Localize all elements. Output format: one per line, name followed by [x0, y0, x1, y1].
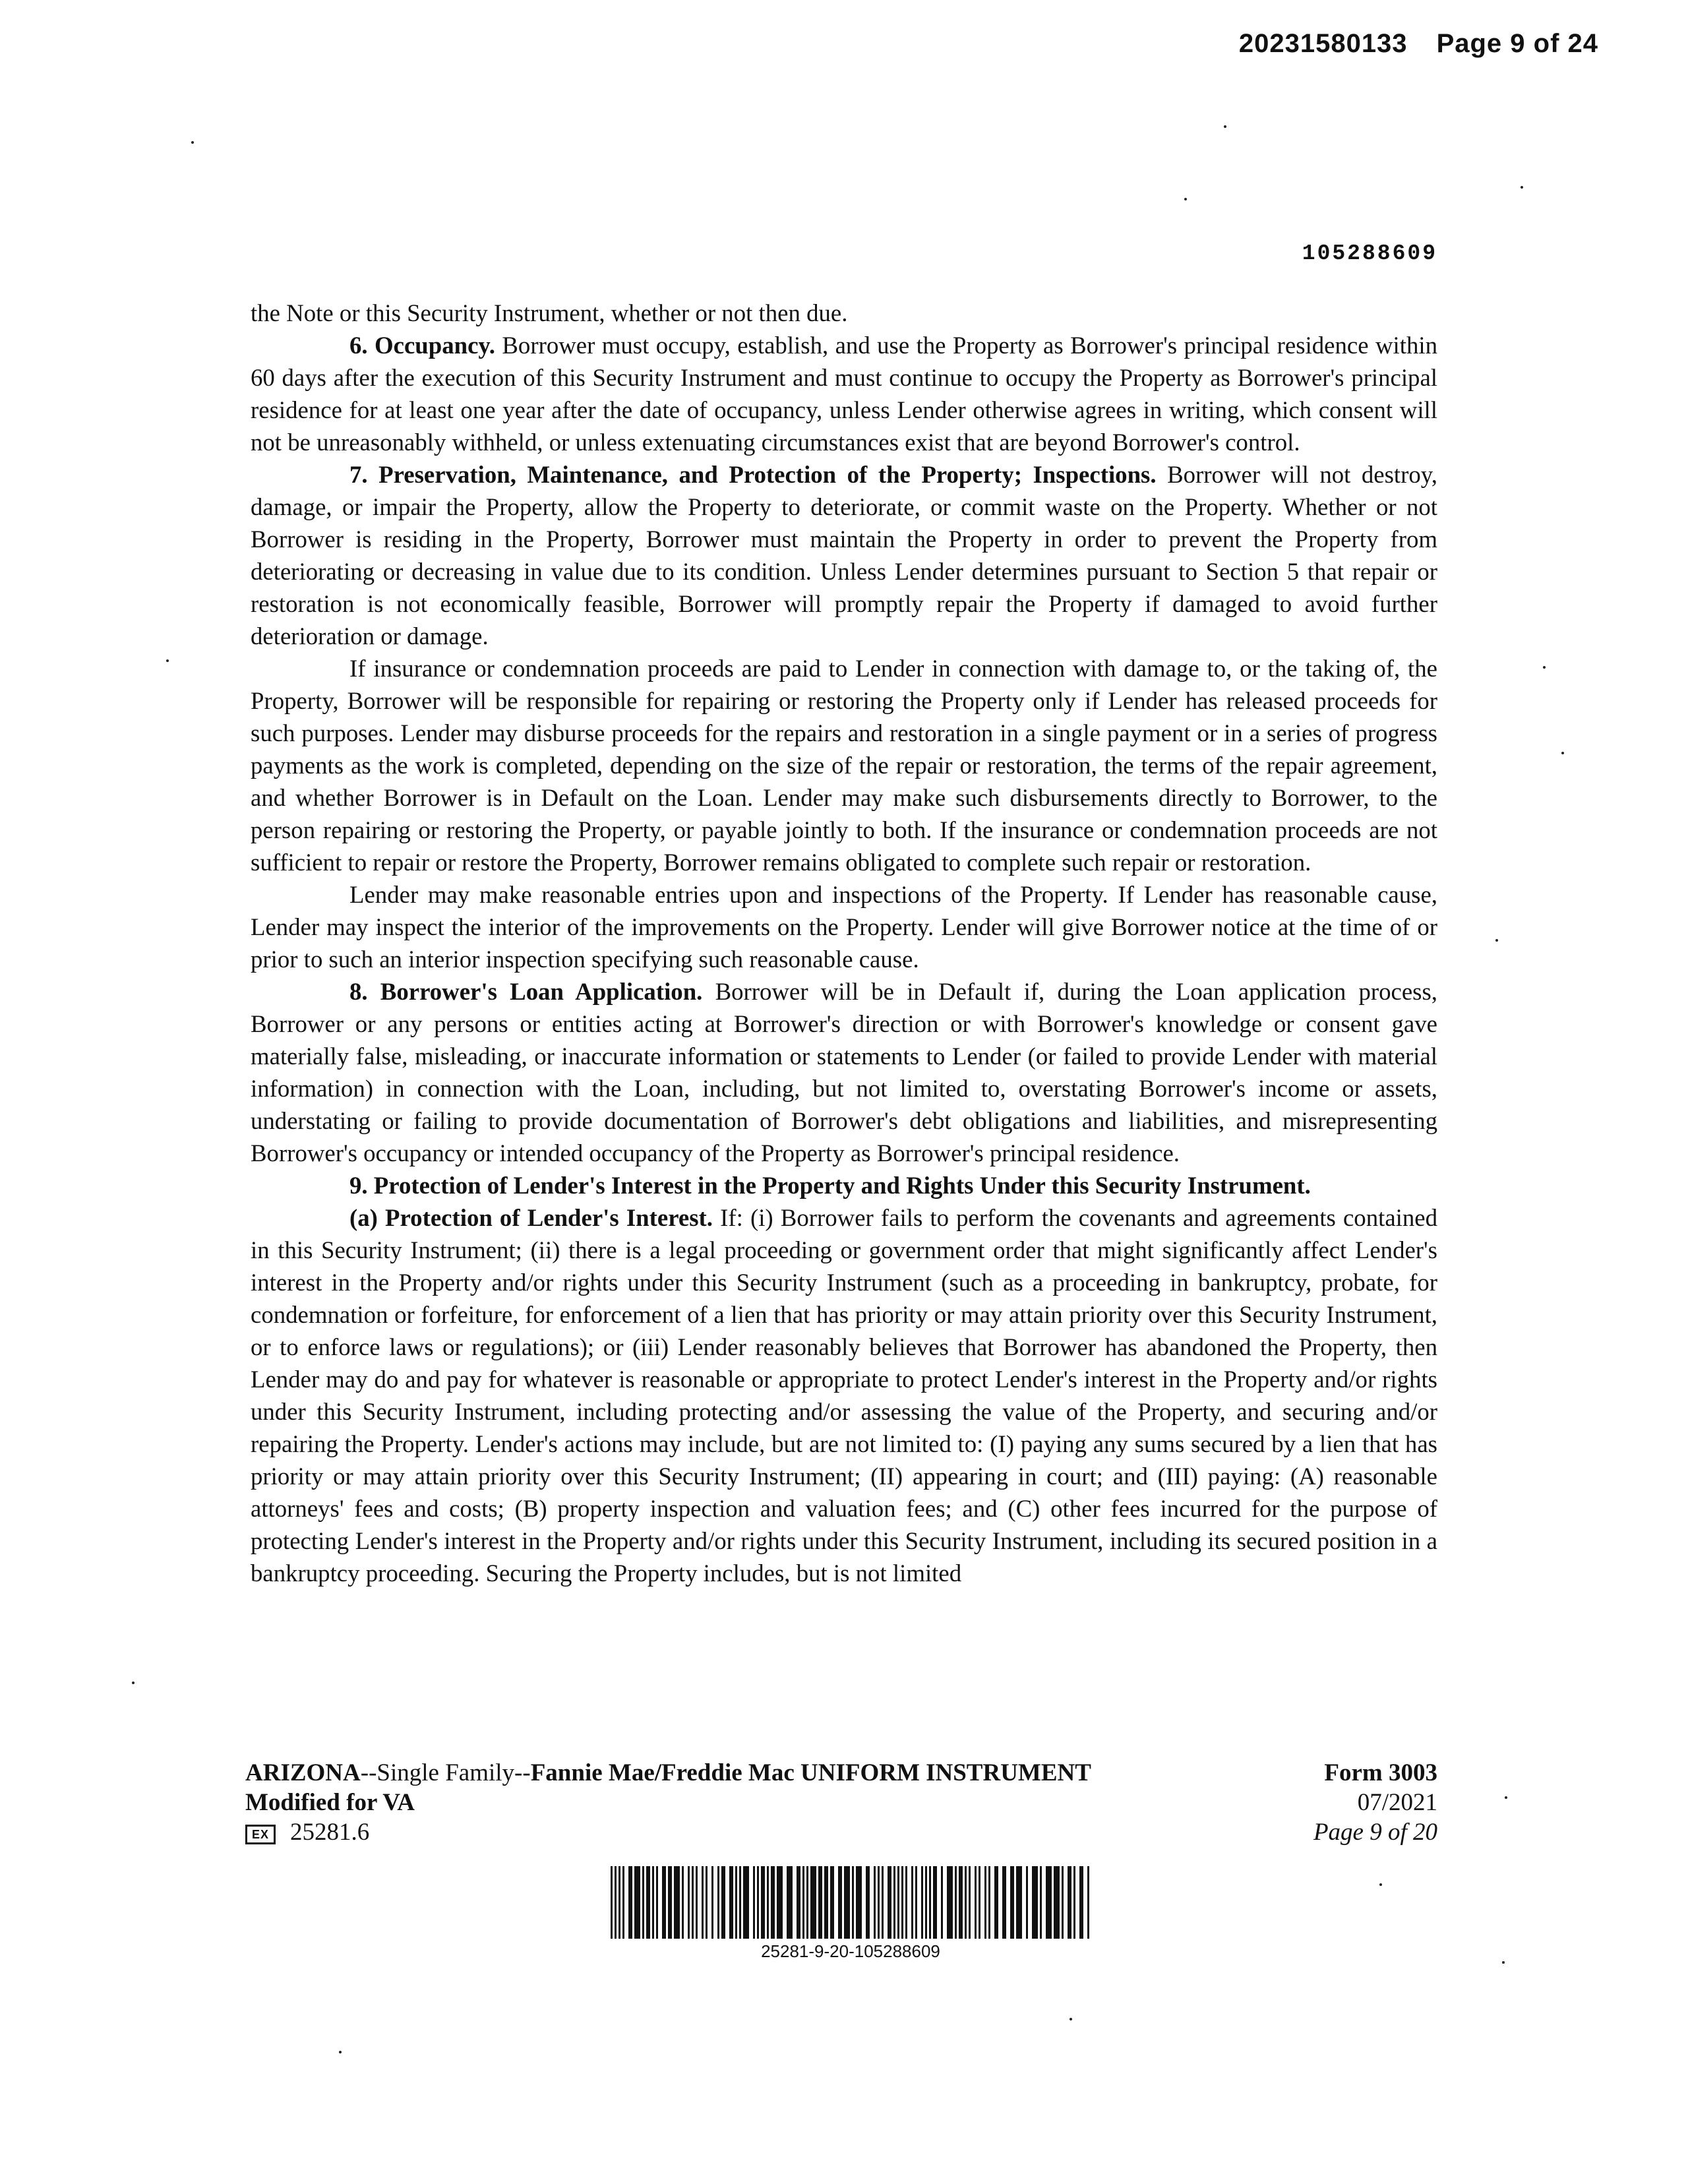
form-uniform-instrument: Fannie Mae/Freddie Mac UNIFORM INSTRUMENT	[530, 1759, 1091, 1786]
barcode-bar	[668, 1866, 672, 1939]
section-7-text: Borrower will not destroy, damage, or impair the Property, allow the Property to deteriorate, or commit waste on the Property. Whether or not Borrower is residing in the Property, Borrower must maintain the Property in order to prevent the Property from deteriorating or decreasing in value due to its condition. Unless Lender determines pursuant to Section 5 that repair or restoration is not economically feasible, Borrower will promptly repair the Property if damaged to avoid further deterioration or damage.	[251, 461, 1437, 650]
barcode-bar	[642, 1866, 644, 1939]
scan-speck	[1561, 752, 1564, 754]
barcode-bar	[1079, 1866, 1083, 1939]
barcode-bar	[888, 1866, 891, 1939]
barcode-bar	[878, 1866, 880, 1939]
scan-speck	[1184, 198, 1187, 200]
section-7-paragraph-3: Lender may make reasonable entries upon and inspections of the Property. If Lender has reasonable cause, Lender may inspect the interior of the improvements on the Property. Lender will give Borrower notice at the time of or prior to such an interior inspection specifying such reasonable cause.	[251, 881, 1437, 973]
barcode-bar	[674, 1866, 680, 1939]
barcode-bar	[1016, 1866, 1022, 1939]
barcode-bar	[856, 1866, 862, 1939]
barcode-bar	[743, 1866, 749, 1939]
section-7-title: 7. Preservation, Maintenance, and Protection of the Property; Inspections.	[349, 461, 1157, 488]
barcode-bar	[955, 1866, 957, 1939]
barcode-bar	[852, 1866, 854, 1939]
form-date: 07/2021	[1357, 1789, 1437, 1816]
scan-speck	[132, 1682, 135, 1684]
barcode-bar	[1062, 1866, 1064, 1939]
barcode-bar	[965, 1866, 967, 1939]
barcode-bar	[994, 1866, 998, 1939]
barcode-bar	[905, 1866, 907, 1939]
barcode-bar	[1054, 1866, 1060, 1939]
barcode-bar	[1040, 1866, 1042, 1939]
barcode-bar	[933, 1866, 937, 1939]
section-7-paragraph-2: If insurance or condemnation proceeds are paid to Lender in connection with damage to, or the taking of, the Property, Borrower will be responsible for repairing or restoring the Property only if Lender has released proceeds for such purposes. Lender may disburse proceeds for the repairs and restoration in a single payment or in a series of progress payments as the work is completed, depending on the size of the repair or restoration, the terms of the repair agreement, and whether Borrower is in Default on the Loan. Lender may make such disbursements directly to Borrower, to the person repairing or restoring the Property, or payable jointly to both. If the insurance or condemnation proceeds are not sufficient to repair or restore the Property, Borrower remains obligated to complete such repair or restoration.	[251, 655, 1437, 876]
recording-stamp	[1239, 29, 1598, 59]
form-state: ARIZONA	[245, 1759, 361, 1786]
section-9-heading	[251, 1169, 1437, 1201]
form-identification	[245, 1758, 1091, 1847]
barcode-bar	[688, 1866, 690, 1939]
barcode-bar	[753, 1866, 755, 1939]
page-label: Page 9 of 24	[1436, 29, 1598, 58]
barcode-bar	[628, 1866, 632, 1939]
barcode-icon	[611, 1866, 1091, 1939]
barcode-bar	[706, 1866, 708, 1939]
loan-number: 105288609	[1302, 241, 1437, 266]
barcode-bar	[802, 1866, 804, 1939]
section-9a-text: If: (i) Borrower fails to perform the covenants and agreements contained in this Security Instrument; (ii) there is a legal proceeding or government order that might significantly affect Lender's interest in the Property and/or rights under this Security Instrument (such as a proceeding in bankruptcy, probate, for condemnation or forfeiture, for enforcement of a lien that has priority or may attain priority over this Security Instrument, or to enforce laws or regulations); or (iii) Lender reasonably believes that Borrower has abandoned the Property, then Lender may do and pay for whatever is reasonable or appropriate to protect Lender's interest in the Property and/or rights under this Security Instrument, including protecting and/or assessing the value of the Property, and securing and/or repairing the Property. Lender's actions may include, but are not limited to: (I) paying any sums secured by a lien that has priority or may attain priority over this Security Instrument; (II) appearing in court; and (III) paying: (A) reasonable attorneys' fees and costs; (B) property inspection and valuation fees; and (C) other fees incurred for the purpose of protecting Lender's interest in the Property and/or rights under this Security Instrument, including its secured position in a bankruptcy proceeding. Securing the Property includes, but is not limited	[251, 1204, 1438, 1587]
scan-speck	[1502, 1961, 1505, 1964]
barcode-bar	[893, 1866, 895, 1939]
barcode-bar	[1073, 1866, 1075, 1939]
barcode-bar	[777, 1866, 783, 1939]
barcode-bar	[1087, 1866, 1089, 1939]
form-code: 25281.6	[290, 1819, 370, 1846]
section-7-preservation	[251, 458, 1437, 652]
barcode-bar	[761, 1866, 765, 1939]
barcode-bar	[739, 1866, 741, 1939]
barcode-bar	[662, 1866, 666, 1939]
form-modified-line: Modified for VA	[245, 1789, 415, 1816]
barcode-bar	[866, 1866, 870, 1939]
barcode-bar	[901, 1866, 903, 1939]
scan-speck	[1379, 1883, 1382, 1886]
ellie-mae-logo-icon: EX	[245, 1825, 276, 1844]
scan-speck	[166, 659, 169, 662]
barcode-bar	[692, 1866, 694, 1939]
section-6-title: 6. Occupancy.	[349, 332, 495, 359]
barcode-bar	[959, 1866, 963, 1939]
barcode-bar	[1046, 1866, 1052, 1939]
barcode-bar	[979, 1866, 980, 1939]
barcode-bar	[767, 1866, 769, 1939]
barcode-bar	[969, 1866, 971, 1939]
barcode-bar	[721, 1866, 725, 1939]
barcode-bar	[652, 1866, 654, 1939]
section-8-title: 8. Borrower's Loan Application.	[349, 978, 703, 1005]
section-6-text: Borrower must occupy, establish, and use the Property as Borrower's principal residence within 60 days after the execution of this Security Instrument and must continue to occupy the Property as Borrower's principal residence for at least one year after the date of occupancy, unless Lender otherwise agrees in writing, which consent will not be unreasonably withheld, or unless extenuating circumstances exist that are beyond Borrower's control.	[251, 332, 1437, 456]
barcode-bar	[615, 1866, 617, 1939]
barcode-bar	[824, 1866, 828, 1939]
section-8-loan-application	[251, 975, 1437, 1169]
scan-speck	[191, 141, 194, 144]
scan-speck	[1070, 2018, 1072, 2020]
barcode-bar	[771, 1866, 775, 1939]
document-body	[251, 297, 1437, 1589]
form-page: Page 9 of 20	[1313, 1819, 1437, 1846]
barcode-bar	[897, 1866, 899, 1939]
barcode-bar	[622, 1866, 624, 1939]
barcode-bar	[975, 1866, 977, 1939]
scan-speck	[1505, 1796, 1507, 1799]
document-number: 20231580133	[1238, 29, 1408, 58]
barcode-bar	[921, 1866, 923, 1939]
barcode-bar	[646, 1866, 650, 1939]
barcode-bar	[696, 1866, 698, 1939]
barcode-bar	[988, 1866, 990, 1939]
barcode-bar	[1032, 1866, 1038, 1939]
barcode-bar	[830, 1866, 834, 1939]
barcode-bar	[1010, 1866, 1014, 1939]
barcode-bar	[984, 1866, 986, 1939]
section-8-text: Borrower will be in Default if, during the Loan application process, Borrower or any persons or entities acting at Borrower's direction or with Borrower's knowledge or consent gave materially false, misleading, or inaccurate information or statements to Lender (or failed to provide Lender with material information) in connection with the Loan, including, but not limited to, overstating Borrower's income or assets, understating or failing to provide documentation of Borrower's debt obligations and liabilities, and misrepresenting Borrower's occupancy or intended occupancy of the Property as Borrower's principal residence.	[251, 978, 1437, 1167]
scan-speck	[1495, 939, 1498, 942]
barcode-bar	[818, 1866, 822, 1939]
form-type: --Single Family--	[360, 1759, 531, 1786]
scan-speck	[1224, 125, 1226, 128]
barcode-bar	[838, 1866, 842, 1939]
section-9-title: 9. Protection of Lender's Interest in the Property and Rights Under this Security Instrument.	[349, 1172, 1311, 1199]
barcode-bar	[947, 1866, 953, 1939]
barcode-bar	[702, 1866, 704, 1939]
barcode-bar	[757, 1866, 759, 1939]
barcode-bar	[735, 1866, 737, 1939]
barcode-bar	[656, 1866, 658, 1939]
form-number-block	[1313, 1758, 1437, 1847]
barcode-bar	[925, 1866, 927, 1939]
form-title-line	[245, 1758, 1091, 1788]
barcode-bar	[882, 1866, 884, 1939]
barcode-bar	[941, 1866, 943, 1939]
barcode-bar	[911, 1866, 913, 1939]
barcode-bar	[1026, 1866, 1028, 1939]
barcode-bar	[787, 1866, 793, 1939]
scan-speck	[339, 2051, 342, 2053]
barcode-bar	[729, 1866, 733, 1939]
barcode-bar	[618, 1866, 620, 1939]
barcode-bar	[634, 1866, 640, 1939]
barcode-bar	[844, 1866, 850, 1939]
barcode-bar	[810, 1866, 816, 1939]
barcode-bar	[682, 1866, 684, 1939]
barcode-bar	[915, 1866, 917, 1939]
barcode-text: 25281-9-20-105288609	[761, 1941, 940, 1961]
barcode-bar	[874, 1866, 876, 1939]
barcode-bar	[1002, 1866, 1006, 1939]
section-9a-protection	[251, 1201, 1437, 1589]
barcode-bar	[717, 1866, 719, 1939]
barcode-bar	[806, 1866, 808, 1939]
barcode-bar	[711, 1866, 713, 1939]
barcode-bar	[797, 1866, 800, 1939]
barcode-bar	[611, 1866, 613, 1939]
section-6-occupancy	[251, 329, 1437, 458]
barcode-bar	[1068, 1866, 1071, 1939]
form-number: Form 3003	[1324, 1759, 1437, 1786]
paragraph-continuation: the Note or this Security Instrument, whether or not then due.	[251, 299, 848, 326]
barcode-bar	[929, 1866, 931, 1939]
scan-speck	[1521, 186, 1523, 189]
section-9a-title: (a) Protection of Lender's Interest.	[349, 1204, 713, 1231]
scan-speck	[1543, 666, 1546, 669]
form-code-line	[245, 1817, 1091, 1847]
